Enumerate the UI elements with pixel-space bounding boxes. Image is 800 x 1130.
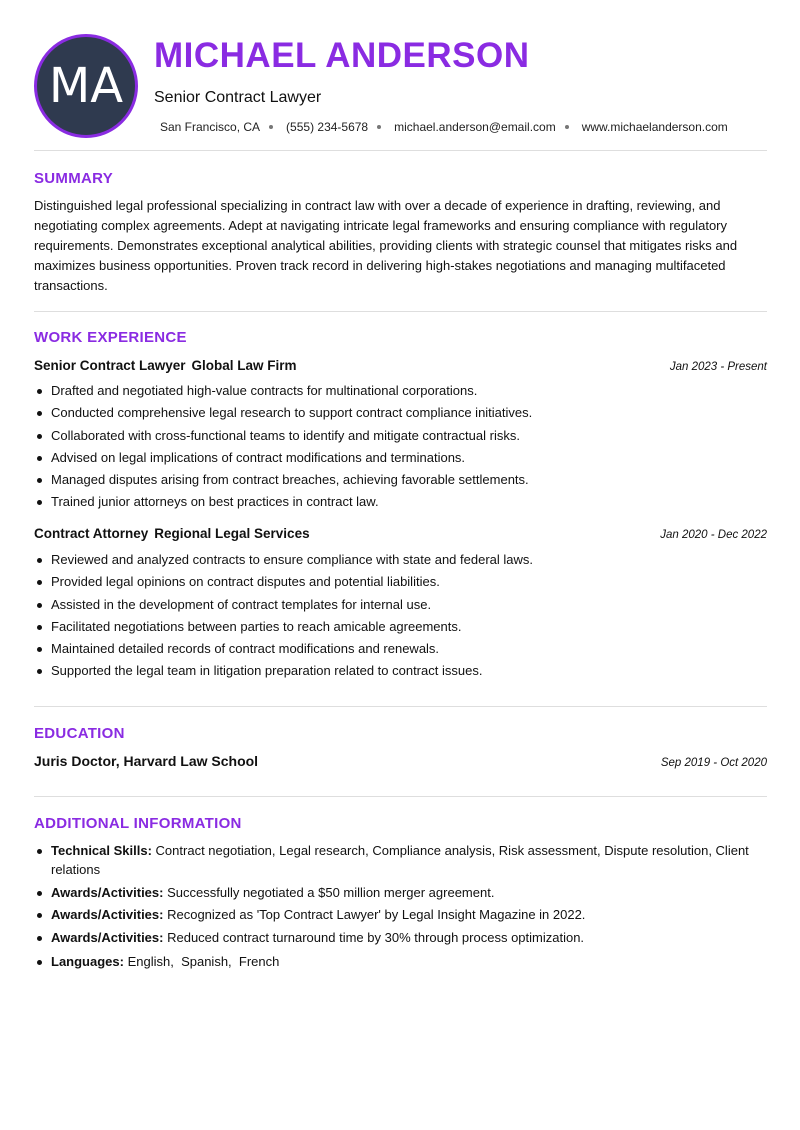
info-key: Awards/Activities: bbox=[51, 907, 164, 922]
list-item: Facilitated negotiations between parties to reach amicable agreements. bbox=[34, 616, 767, 638]
list-item: Managed disputes arising from contract breaches, achieving favorable settlements. bbox=[34, 469, 767, 491]
education-dates: Sep 2019 - Oct 2020 bbox=[660, 757, 767, 769]
list-item: Collaborated with cross-functional teams to identify and mitigate contractual risks. bbox=[34, 425, 767, 447]
list-item: Conducted comprehensive legal research to support contract compliance initiatives. bbox=[34, 402, 767, 424]
list-item: Advised on legal implications of contract modifications and terminations. bbox=[34, 447, 767, 469]
contact-location: San Francisco, CA bbox=[160, 120, 261, 134]
job-header bbox=[34, 358, 767, 373]
section-divider bbox=[34, 796, 767, 797]
job-dates: Jan 2020 - Dec 2022 bbox=[660, 529, 767, 541]
avatar bbox=[34, 34, 138, 138]
contact-website[interactable]: www.michaelanderson.com bbox=[581, 120, 728, 134]
job-role: Contract Attorney bbox=[34, 526, 149, 541]
avatar-initials: MA bbox=[48, 58, 124, 114]
list-item: Assisted in the development of contract templates for internal use. bbox=[34, 594, 767, 616]
info-value: Successfully negotiated a $50 million merger agreement. bbox=[167, 884, 495, 900]
summary-heading: SUMMARY bbox=[34, 170, 114, 187]
education-heading: EDUCATION bbox=[34, 725, 125, 742]
list-item: Trained junior attorneys on best practices in contract law. bbox=[34, 491, 767, 513]
info-key: Awards/Activities: bbox=[51, 884, 164, 900]
education-entry bbox=[34, 753, 767, 769]
list-item: Reviewed and analyzed contracts to ensure compliance with state and federal laws. bbox=[34, 549, 767, 571]
job-organization: Regional Legal Services bbox=[154, 526, 310, 541]
job-header bbox=[34, 526, 767, 541]
list-item bbox=[34, 841, 767, 879]
contact-separator bbox=[565, 125, 569, 129]
candidate-name: MICHAEL ANDERSON bbox=[154, 36, 530, 75]
job-organization: Global Law Firm bbox=[191, 358, 297, 373]
list-item: Maintained detailed records of contract modifications and renewals. bbox=[34, 638, 767, 660]
job-bullets bbox=[34, 380, 767, 514]
info-value: Recognized as 'Top Contract Lawyer' by Legal Insight Magazine in 2022. bbox=[167, 907, 586, 922]
list-item: Supported the legal team in litigation preparation related to contract issues. bbox=[34, 660, 767, 682]
job-bullets bbox=[34, 549, 767, 683]
job-role: Senior Contract Lawyer bbox=[34, 358, 186, 373]
contact-separator bbox=[269, 125, 273, 129]
section-divider bbox=[34, 311, 767, 312]
info-value: Reduced contract turnaround time by 30% through process optimization. bbox=[167, 929, 585, 945]
job-role-line bbox=[34, 526, 310, 541]
info-key: Awards/Activities: bbox=[51, 929, 164, 945]
education-degree: Juris Doctor, Harvard Law School bbox=[34, 753, 259, 769]
contact-phone: (555) 234-5678 bbox=[286, 120, 369, 134]
list-item bbox=[34, 905, 767, 924]
contact-separator bbox=[377, 125, 381, 129]
summary-text: Distinguished legal professional specializing in contract law with over a decade of experience in drafting, reviewing, and negotiating complex agreements. Adept at navigating intricate legal frameworks and ensuring compliance with regulatory requirements. Demonstrates exceptional analytical abilities, providing clients with strategic counsel that mitigates risks and maximizes business opportunities. Proven track record in delivering high-stakes negotiations and managing multifaceted transactions. bbox=[34, 198, 738, 293]
contact-line bbox=[160, 120, 728, 134]
list-item bbox=[34, 928, 767, 947]
info-value: English, Spanish, French bbox=[127, 953, 280, 969]
contact-email[interactable]: michael.anderson@email.com bbox=[394, 120, 556, 134]
info-key: Languages: bbox=[51, 953, 124, 969]
job-role-line bbox=[34, 358, 297, 373]
experience-heading: WORK EXPERIENCE bbox=[34, 329, 187, 346]
additional-list bbox=[34, 841, 767, 974]
list-item: Provided legal opinions on contract disputes and potential liabilities. bbox=[34, 571, 767, 593]
additional-heading: ADDITIONAL INFORMATION bbox=[34, 815, 242, 832]
info-value: Contract negotiation, Legal research, Compliance analysis, Risk assessment, Dispute resolution, Client relations bbox=[51, 843, 749, 877]
section-divider bbox=[34, 706, 767, 707]
list-item: Drafted and negotiated high-value contracts for multinational corporations. bbox=[34, 380, 767, 402]
list-item bbox=[34, 883, 767, 902]
info-key: Technical Skills: bbox=[51, 843, 152, 858]
candidate-title: Senior Contract Lawyer bbox=[154, 89, 322, 106]
section-divider bbox=[34, 150, 767, 151]
job-dates: Jan 2023 - Present bbox=[669, 361, 767, 373]
list-item bbox=[34, 952, 767, 971]
